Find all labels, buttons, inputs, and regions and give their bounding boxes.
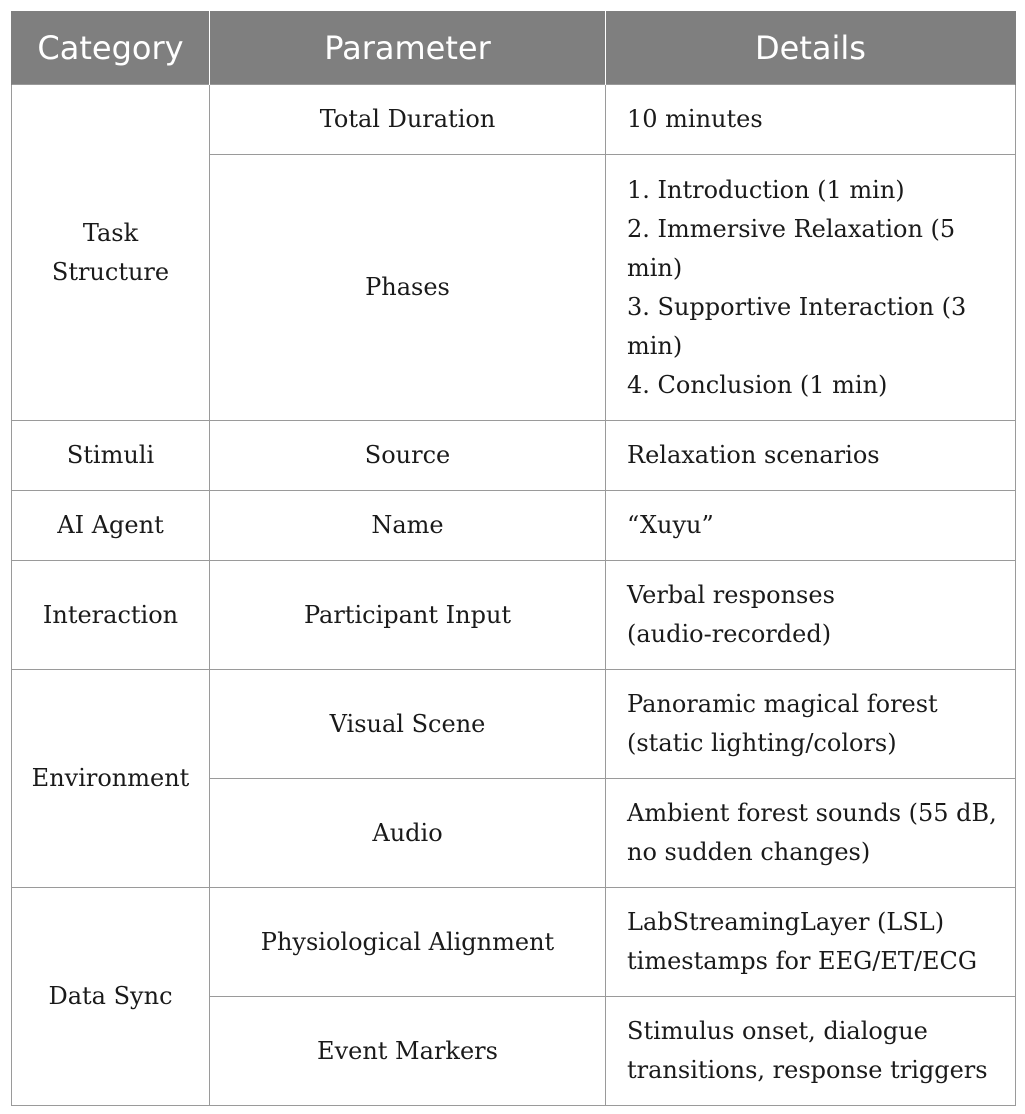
details-cell: 10 minutes <box>606 85 1016 155</box>
details-line: LabStreamingLayer (LSL) <box>627 908 945 936</box>
details-line: Stimulus onset, dialogue <box>627 1017 928 1045</box>
table-row <box>12 421 1016 491</box>
parameter-cell: Name <box>210 491 606 561</box>
details-line: (audio-recorded) <box>627 620 832 648</box>
category-cell-data-sync: Data Sync <box>12 888 210 1106</box>
table-row <box>12 888 1016 997</box>
details-cell <box>606 561 1016 670</box>
header-details: Details <box>606 11 1016 85</box>
category-cell-task-structure <box>12 85 210 421</box>
details-line: no sudden changes) <box>627 838 871 866</box>
details-cell <box>606 997 1016 1106</box>
parameter-cell: Source <box>210 421 606 491</box>
category-cell-ai-agent: AI Agent <box>12 491 210 561</box>
category-line: Task Structure <box>51 218 170 286</box>
phase-line: 2. Immersive Relaxation (5 <box>627 214 956 243</box>
phase-line: min) <box>627 331 683 360</box>
phase-line: min) <box>627 253 683 282</box>
details-cell <box>606 670 1016 779</box>
details-line: transitions, response triggers <box>627 1056 988 1084</box>
parameter-cell: Event Markers <box>210 997 606 1106</box>
header-row <box>12 11 1016 85</box>
header-category: Category <box>12 11 210 85</box>
table-row <box>12 491 1016 561</box>
details-cell: “Xuyu” <box>606 491 1016 561</box>
parameter-cell: Audio <box>210 779 606 888</box>
details-line: (static lighting/colors) <box>627 729 897 757</box>
details-cell: Relaxation scenarios <box>606 421 1016 491</box>
parameter-cell: Total Duration <box>210 85 606 155</box>
parameter-cell: Visual Scene <box>210 670 606 779</box>
category-cell-stimuli: Stimuli <box>12 421 210 491</box>
details-cell <box>606 779 1016 888</box>
parameter-cell: Phases <box>210 155 606 421</box>
table-row <box>12 670 1016 779</box>
details-line: timestamps for EEG/ET/ECG <box>627 947 978 975</box>
details-line: Verbal responses <box>627 581 835 609</box>
phase-line: 4. Conclusion (1 min) <box>627 370 888 399</box>
category-cell-environment: Environment <box>12 670 210 888</box>
details-line: Panoramic magical forest <box>627 690 938 718</box>
details-line: Ambient forest sounds (55 dB, <box>627 799 997 827</box>
parameter-table <box>11 11 1016 1106</box>
details-cell <box>606 155 1016 421</box>
parameter-cell: Participant Input <box>210 561 606 670</box>
category-cell-interaction: Interaction <box>12 561 210 670</box>
parameter-cell: Physiological Alignment <box>210 888 606 997</box>
details-cell <box>606 888 1016 997</box>
phase-line: 1. Introduction (1 min) <box>627 175 905 204</box>
phase-line: 3. Supportive Interaction (3 <box>627 292 967 321</box>
table-row <box>12 85 1016 155</box>
table-row <box>12 561 1016 670</box>
header-parameter: Parameter <box>210 11 606 85</box>
